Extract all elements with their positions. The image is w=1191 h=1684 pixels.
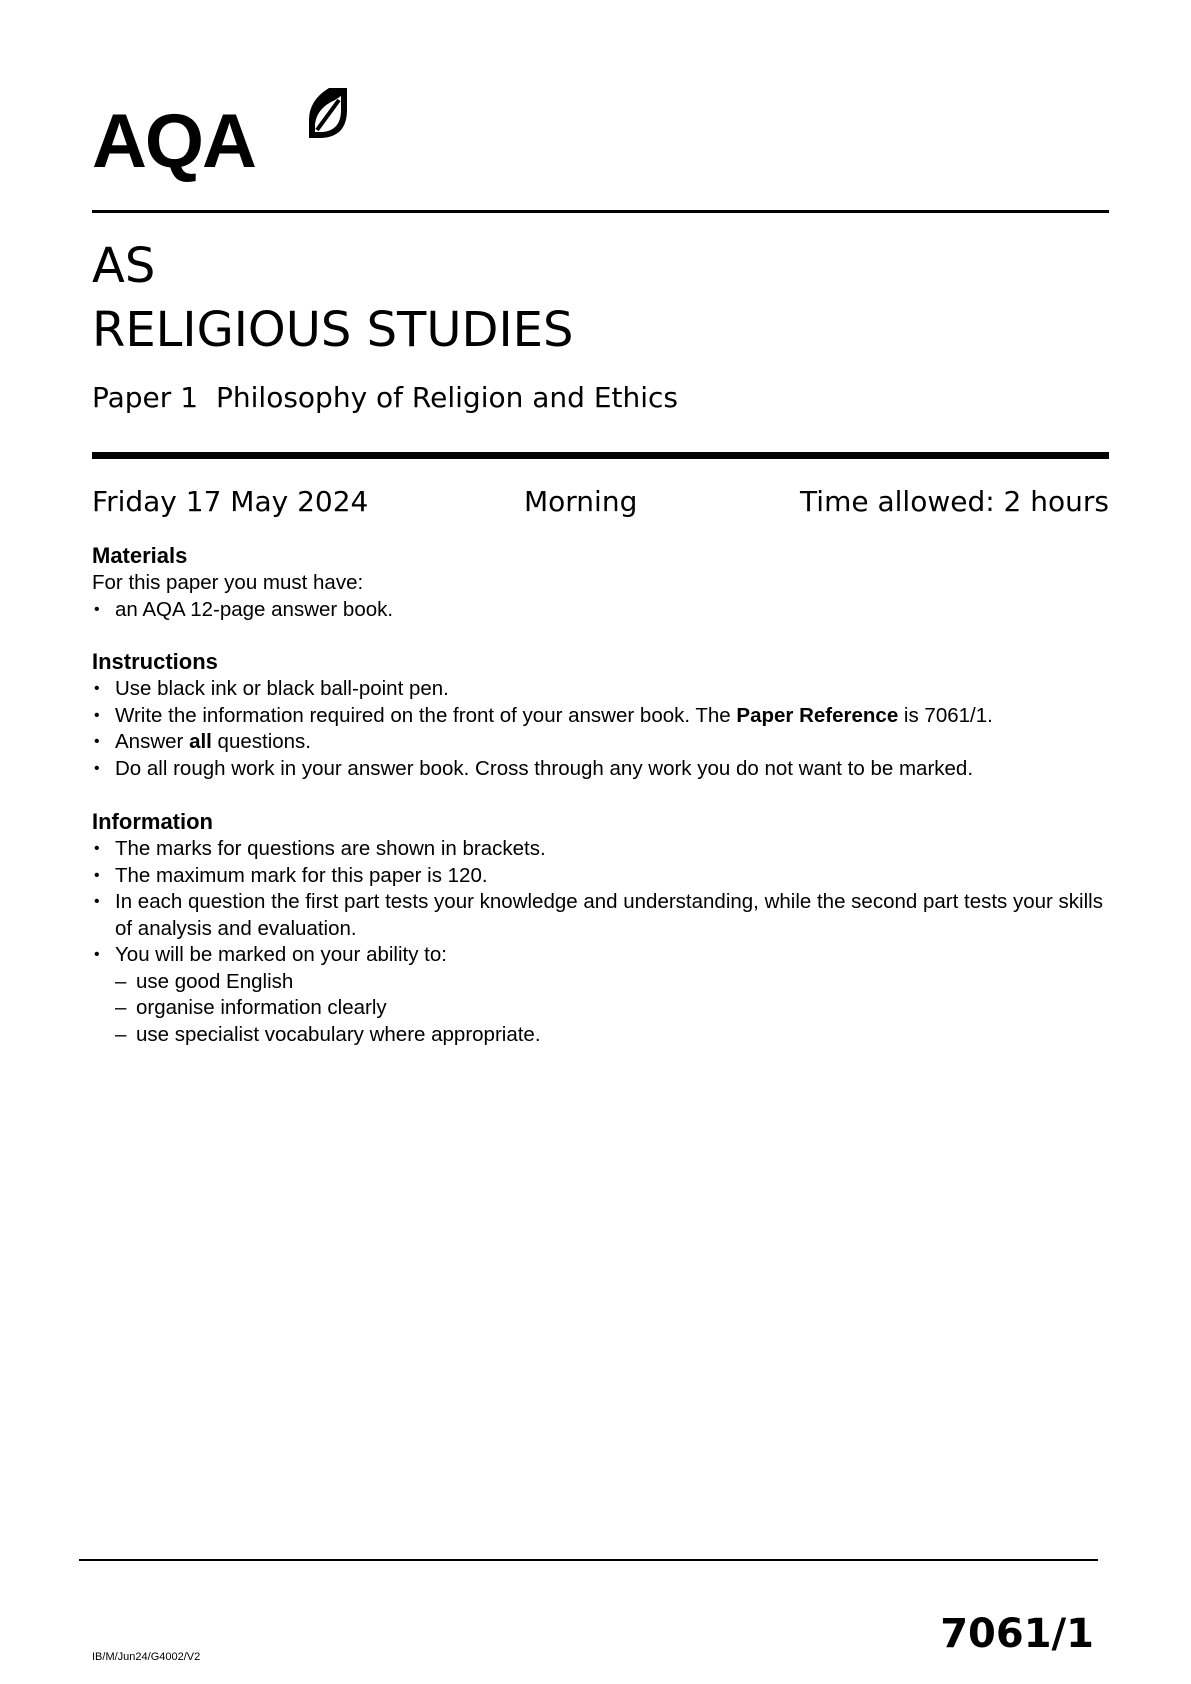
qualification-level: AS — [92, 238, 156, 294]
information-section — [92, 808, 1109, 1048]
list-item: • Do all rough work in your answer book. Cross through any work you do not want to be marked. — [92, 756, 1109, 783]
header-divider — [92, 210, 1109, 213]
sub-list-item: – organise information clearly — [92, 995, 1109, 1022]
list-item: • In each question the first part tests your knowledge and understanding, while the second part tests your skills of analysis and evaluation. — [92, 889, 1105, 942]
materials-intro: For this paper you must have: — [92, 571, 364, 594]
document-reference: IB/M/Jun24/G4002/V2 — [92, 1651, 201, 1663]
instructions-section — [92, 648, 1109, 782]
information-heading: Information — [92, 809, 213, 834]
subject-title: RELIGIOUS STUDIES — [92, 302, 574, 358]
list-item: • Use black ink or black ball-point pen. — [92, 676, 1109, 703]
time-allowed: Time allowed: 2 hours — [800, 485, 1109, 518]
list-item: • You will be marked on your ability to: — [92, 942, 1109, 969]
paper-reference-label: Paper Reference — [736, 703, 899, 727]
aqa-leaf-icon — [307, 86, 347, 142]
paper-heading — [92, 380, 678, 416]
sub-list-item: – use good English — [92, 969, 1109, 996]
list-item: • The maximum mark for this paper is 120. — [92, 863, 1109, 890]
exam-details — [92, 482, 1109, 522]
paper-code: 7061/1 — [940, 1611, 1094, 1657]
logo-text: AQA — [92, 99, 255, 184]
materials-section — [92, 542, 1109, 623]
list-item: • Write the information required on the front of your answer book. The Paper Reference is 7061/1. — [92, 703, 1109, 730]
exam-session: Morning — [524, 485, 638, 518]
instructions-heading: Instructions — [92, 649, 218, 674]
emphasis-all: all — [189, 730, 212, 753]
list-item: • an AQA 12-page answer book. — [92, 597, 1109, 624]
paper-title: Philosophy of Religion and Ethics — [216, 381, 679, 414]
exam-date: Friday 17 May 2024 — [92, 485, 369, 518]
list-item: • Answer all questions. — [92, 729, 1109, 756]
footer-divider — [79, 1559, 1098, 1561]
sub-list-item: – use specialist vocabulary where appropriate. — [92, 1022, 1109, 1049]
paper-number: Paper 1 — [92, 381, 199, 414]
list-item: • The marks for questions are shown in brackets. — [92, 836, 1109, 863]
materials-heading: Materials — [92, 543, 188, 568]
title-divider — [92, 452, 1109, 459]
